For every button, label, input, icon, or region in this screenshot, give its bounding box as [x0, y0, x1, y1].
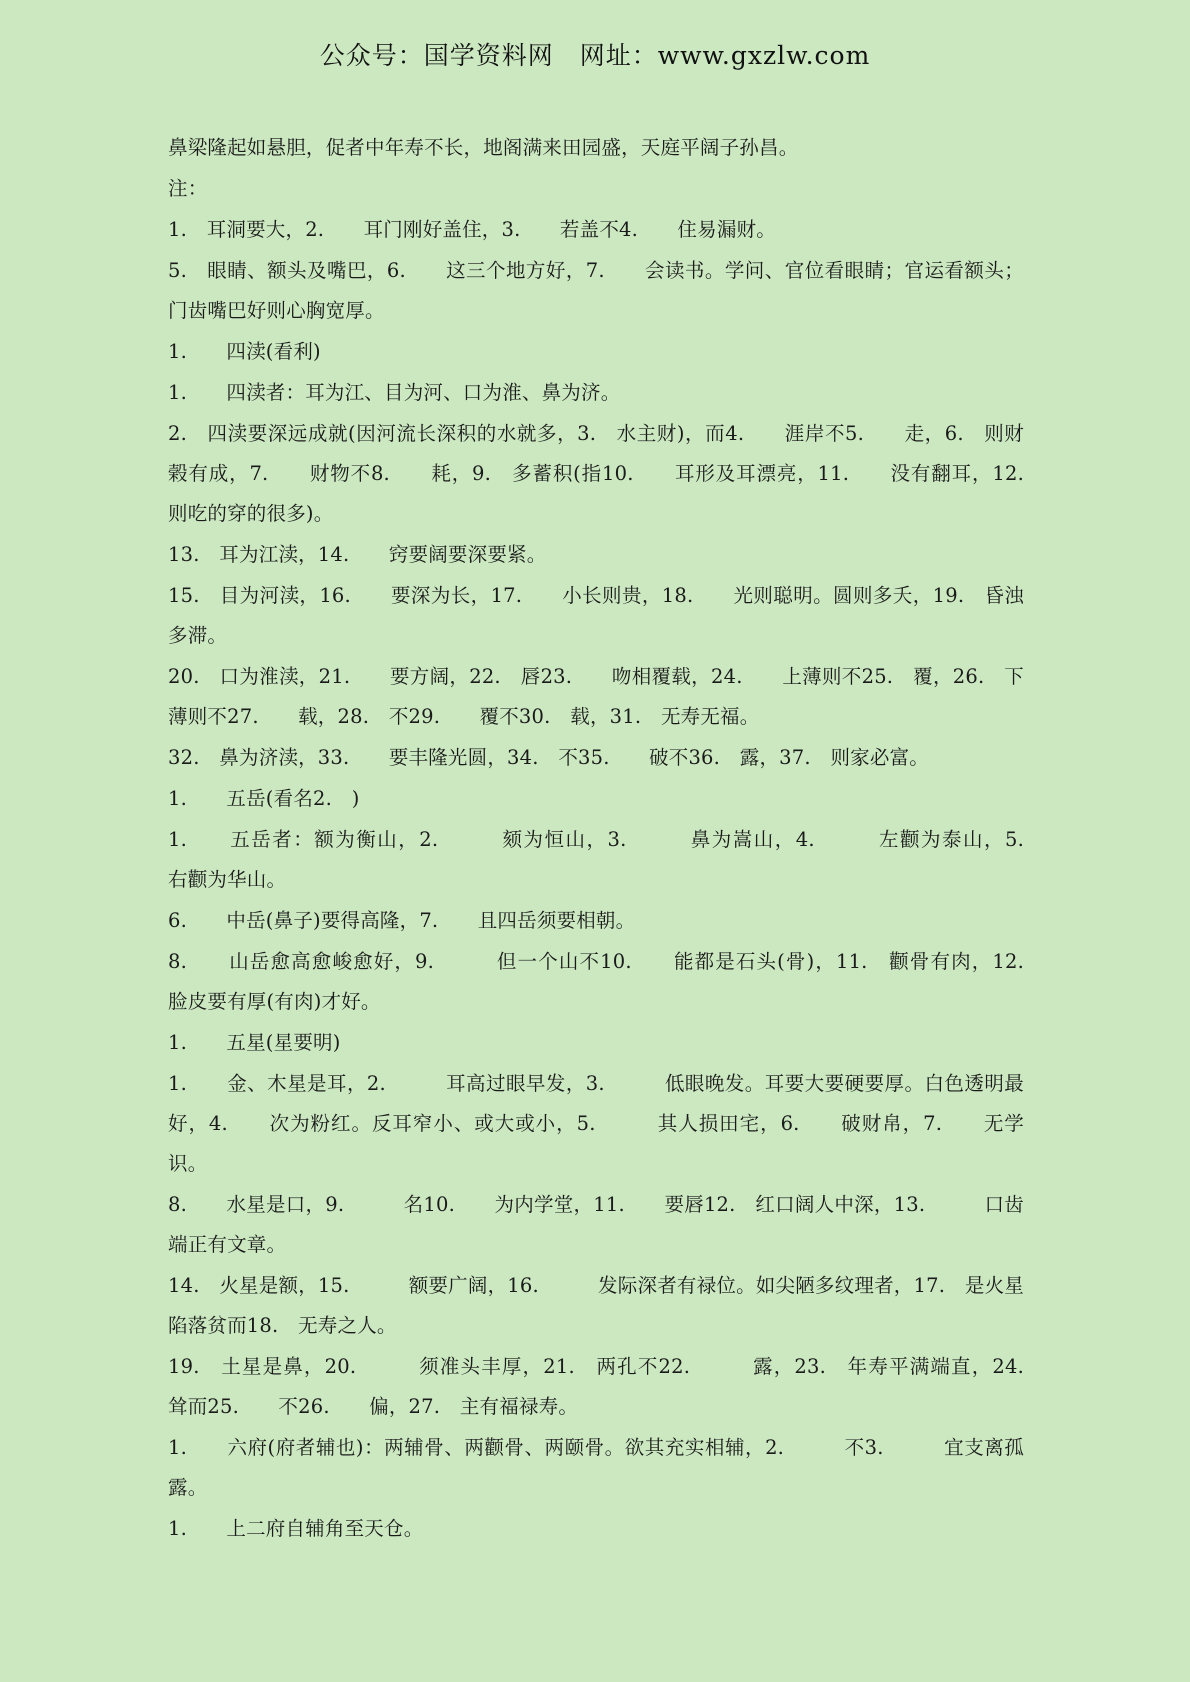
paragraph: 1. 四渎(看利): [168, 340, 321, 363]
paragraph: 19. 土星是鼻，20. 须准头丰厚，21. 两孔不22. 露，23. 年寿平满端直，24. 耸而25. 不26. 偏，27. 主有福禄寿。: [168, 1355, 1064, 1418]
paragraph: 6. 中岳(鼻子)要得高隆，7. 且四岳须要相朝。: [168, 909, 636, 932]
paragraph: 20. 口为淮渎，21. 要方阔，22. 唇23. 吻相覆载，24. 上薄则不25. 覆，26. 下薄则不27. 载，28. 不29. 覆不30. 载，31. 无寿无福。: [168, 665, 1024, 728]
paragraph: 1. 上二府自辅角至天仓。: [168, 1517, 424, 1540]
document-body: [168, 128, 1064, 1550]
paragraph: 8. 水星是口，9. 名10. 为内学堂，11. 要唇12. 红口阔人中深，13. 口齿端正有文章。: [168, 1193, 1024, 1256]
page-header: [0, 36, 1190, 72]
paragraph: 1. 六府(府者辅也)：两辅骨、两颧骨、两颐骨。欲其充实相辅，2. 不3. 宜支离孤露。: [168, 1436, 1024, 1499]
paragraph: 1. 五岳者：额为衡山，2. 颏为恒山，3. 鼻为嵩山，4. 左颧为泰山，5. 右颧为华山。: [168, 828, 1064, 891]
paragraph: 2. 四渎要深远成就(因河流长深积的水就多，3. 水主财)，而4. 涯岸不5. 走，6. 则财榖有成，7. 财物不8. 耗，9. 多蓄积(指10. 耳形及耳漂亮，11. 没有翻耳，12. 则吃的穿的很多)。: [168, 422, 1044, 525]
paragraph: 8. 山岳愈高愈峻愈好，9. 但一个山不10. 能都是石头(骨)，11. 颧骨有肉，12. 脸皮要有厚(有肉)才好。: [168, 950, 1044, 1013]
header-text: 公众号：国学资料网 网址：www.gxzlw.com: [319, 41, 871, 70]
paragraph: 1. 五岳(看名2. ): [168, 787, 360, 810]
paragraph: 1. 四渎者：耳为江、目为河、口为淮、鼻为济。: [168, 381, 621, 404]
paragraph: 5. 眼睛、额头及嘴巴，6. 这三个地方好，7. 会读书。学问、官位看眼睛；官运看额头；门齿嘴巴好则心胸宽厚。: [168, 259, 1024, 322]
paragraph: 15. 目为河渎，16. 要深为长，17. 小长则贵，18. 光则聪明。圆则多夭，19. 昏浊多滞。: [168, 584, 1024, 647]
paragraph: 32. 鼻为济渎，33. 要丰隆光圆，34. 不35. 破不36. 露，37. 则家必富。: [168, 746, 929, 769]
paragraph: 注：: [168, 177, 208, 200]
paragraph: 13. 耳为江渎，14. 窍要阔要深要紧。: [168, 543, 547, 566]
paragraph: 鼻梁隆起如悬胆，促者中年寿不长，地阁满来田园盛，天庭平阔子孙昌。: [168, 136, 799, 159]
paragraph: 1. 耳洞要大，2. 耳门刚好盖住，3. 若盖不4. 住易漏财。: [168, 218, 776, 241]
paragraph: 14. 火星是额，15. 额要广阔，16. 发际深者有禄位。如尖陋多纹理者，17. 是火星陷落贫而18. 无寿之人。: [168, 1274, 1024, 1337]
paragraph: 1. 五星(星要明): [168, 1031, 341, 1054]
paragraph: 1. 金、木星是耳，2. 耳高过眼早发，3. 低眼晚发。耳要大要硬要厚。白色透明最好，4. 次为粉红。反耳窄小、或大或小，5. 其人损田宅，6. 破财帛，7. 无学识。: [168, 1072, 1024, 1175]
